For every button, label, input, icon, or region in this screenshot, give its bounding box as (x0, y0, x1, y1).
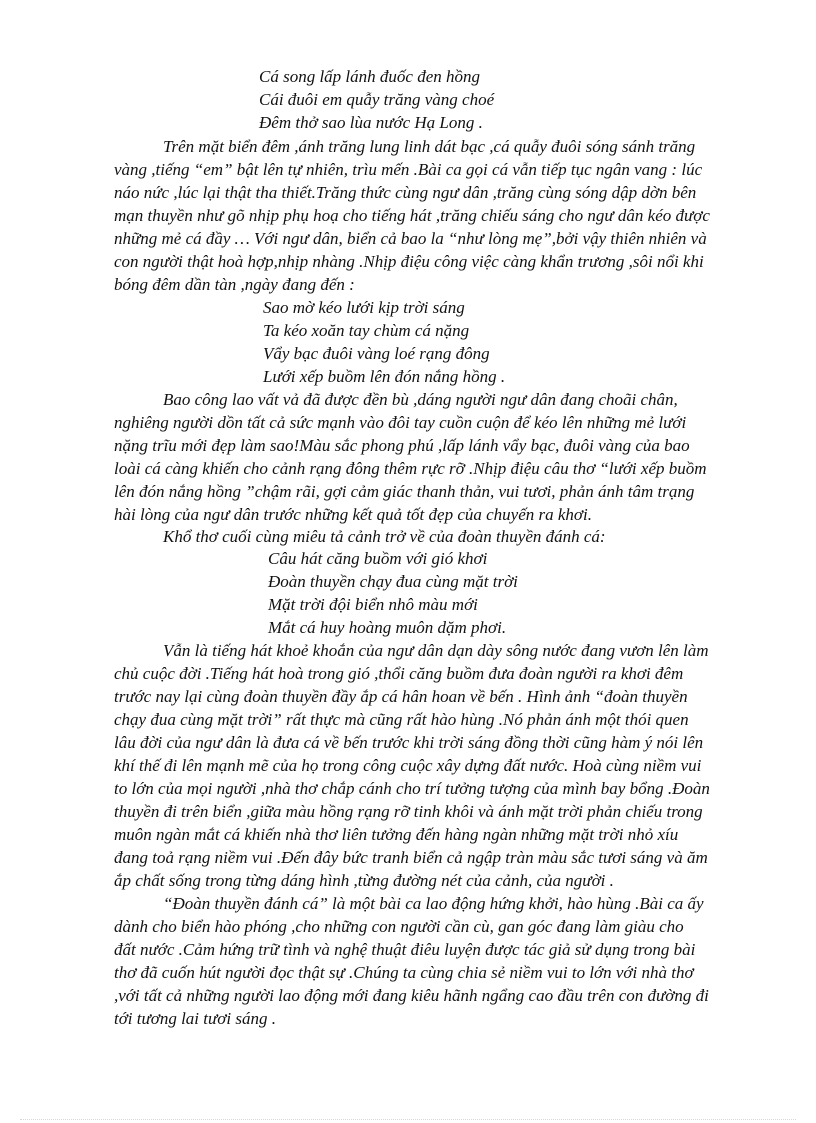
paragraph-line: to lớn của mọi người ,nhà thơ chắp cánh cho trí tưởng tượng của mình bay bổng .Đoàn (114, 779, 710, 798)
page-bottom-divider (20, 1119, 796, 1120)
paragraph-line: Bao công lao vất vả đã được đền bù ,dáng người ngư dân đang choãi chân, (163, 390, 678, 409)
poem-line: Cái đuôi em quẫy trăng vàng choé (259, 90, 495, 109)
poem-line: Lưới xếp buồm lên đón nắng hồng . (263, 367, 506, 386)
poem-line: Vẩy bạc đuôi vàng loé rạng đông (263, 344, 490, 363)
paragraph-line: khí thế đi lên mạnh mẽ của họ trong công cuộc xây dựng đất nước. Hoà cùng niềm vui (114, 756, 702, 775)
paragraph-line: mạn thuyền như gõ nhịp phụ hoạ cho tiếng hát ,trăng chiếu sáng cho ngư dân kéo được (114, 206, 710, 225)
paragraph-line: “Đoàn thuyền đánh cá” là một bài ca lao động hứng khởi, hào hùng .Bài ca ấy (163, 894, 704, 913)
paragraph-line: bóng đêm dần tàn ,ngày đang đến : (114, 275, 355, 294)
paragraph-line: vàng ,tiếng “em” bật lên tự nhiên, trìu mến .Bài ca gọi cá vẫn tiếp tục ngân vang : lúc (114, 160, 703, 179)
paragraph-line: lên đón nắng hồng ”chậm rãi, gợi cảm giác thanh thản, vui tươi, phản ánh tâm trạng (114, 482, 695, 501)
paragraph-line: ,với tất cả những người lao động mới đang kiêu hãnh ngẩng cao đầu trên con đường đi (114, 986, 709, 1005)
paragraph-line: muôn ngàn mắt cá khiến nhà thơ liên tưởng đến hàng ngàn những mặt trời nhỏ xíu (114, 825, 679, 844)
paragraph-line: những mẻ cá đầy … Với ngư dân, biển cả bao la “như lòng mẹ”,bởi vậy thiên nhiên và (114, 229, 707, 248)
paragraph-line: đang toả rạng niềm vui .Đến đây bức tranh biển cả ngập tràn màu sắc tươi sáng và ăm (114, 848, 708, 867)
paragraph-line: hài lòng của ngư dân trước những kết quả tốt đẹp của chuyến ra khơi. (114, 505, 592, 524)
paragraph-line: Vẫn là tiếng hát khoẻ khoắn của ngư dân dạn dày sông nước đang vươn lên làm (163, 641, 709, 660)
paragraph-line: nặng trĩu mới đẹp làm sao!Màu sắc phong phú ,lấp lánh vẩy bạc, đuôi vàng của bao (114, 436, 690, 455)
paragraph-line: thơ đã cuốn hút người đọc thật sự .Chúng ta cùng chia sẻ niềm vui to lớn với nhà thơ (114, 963, 694, 982)
paragraph-line: chủ cuộc đời .Tiếng hát hoà trong gió ,thổi căng buồm đưa đoàn người ra khơi đêm (114, 664, 684, 683)
paragraph-line: Khổ thơ cuối cùng miêu tả cảnh trở về của đoàn thuyền đánh cá: (163, 527, 606, 546)
paragraph-line: dành cho biển hào phóng ,cho những con người cần cù, gan góc đang làm giàu cho (114, 917, 684, 936)
paragraph-line: đất nước .Cảm hứng trữ tình và nghệ thuật điêu luyện được tác giả sử dụng trong bài (114, 940, 696, 959)
poem-line: Ta kéo xoăn tay chùm cá nặng (263, 321, 470, 340)
paragraph-line: lâu đời của ngư dân là đưa cá về bến trước khi trời sáng đồng thời cũng hàm ý nói lên (114, 733, 704, 752)
poem-line: Đêm thở sao lùa nước Hạ Long . (259, 113, 483, 132)
poem-line: Câu hát căng buồm với gió khơi (268, 549, 488, 568)
paragraph-line: chạy đua cùng mặt trời” rất thực mà cũng rất hào hùng .Nó phản ánh một thói quen (114, 710, 689, 729)
poem-line: Sao mờ kéo lưới kịp trời sáng (263, 298, 465, 317)
poem-line: Cá song lấp lánh đuốc đen hồng (259, 67, 480, 86)
paragraph-line: nghiêng người dồn tất cả sức mạnh vào đôi tay cuồn cuộn để kéo lên những mẻ lưới (114, 413, 687, 432)
paragraph-line: ắp chất sống trong từng dáng hình ,từng đường nét của cảnh, của người . (114, 871, 614, 890)
paragraph-line: Trên mặt biển đêm ,ánh trăng lung linh dát bạc ,cá quẫy đuôi sóng sánh trăng (163, 137, 696, 156)
paragraph-line: tới tương lai tươi sáng . (114, 1009, 276, 1028)
paragraph-line: con người thật hoà hợp,nhịp nhàng .Nhịp điệu công việc càng khẩn trương ,sôi nổi khi (114, 252, 704, 271)
paragraph-line: náo nức ,lúc lại thật tha thiết.Trăng thức cùng ngư dân ,trăng cùng sóng dập dờn bên (114, 183, 697, 202)
poem-line: Mặt trời đội biển nhô màu mới (268, 595, 478, 614)
paragraph-line: trước nay lại cùng đoàn thuyền đầy ắp cá hân hoan về bến . Hình ảnh “đoàn thuyền (114, 687, 688, 706)
paragraph-line: loài cá càng khiến cho cảnh rạng đông thêm rực rỡ .Nhịp điệu câu thơ “lưới xếp buồm (114, 459, 707, 478)
poem-line: Đoàn thuyền chạy đua cùng mặt trời (268, 572, 518, 591)
poem-line: Mắt cá huy hoàng muôn dặm phơi. (268, 618, 507, 637)
paragraph-line: thuyền đi trên biển ,giữa màu hồng rạng rỡ tinh khôi và ánh mặt trời phản chiếu trong (114, 802, 703, 821)
